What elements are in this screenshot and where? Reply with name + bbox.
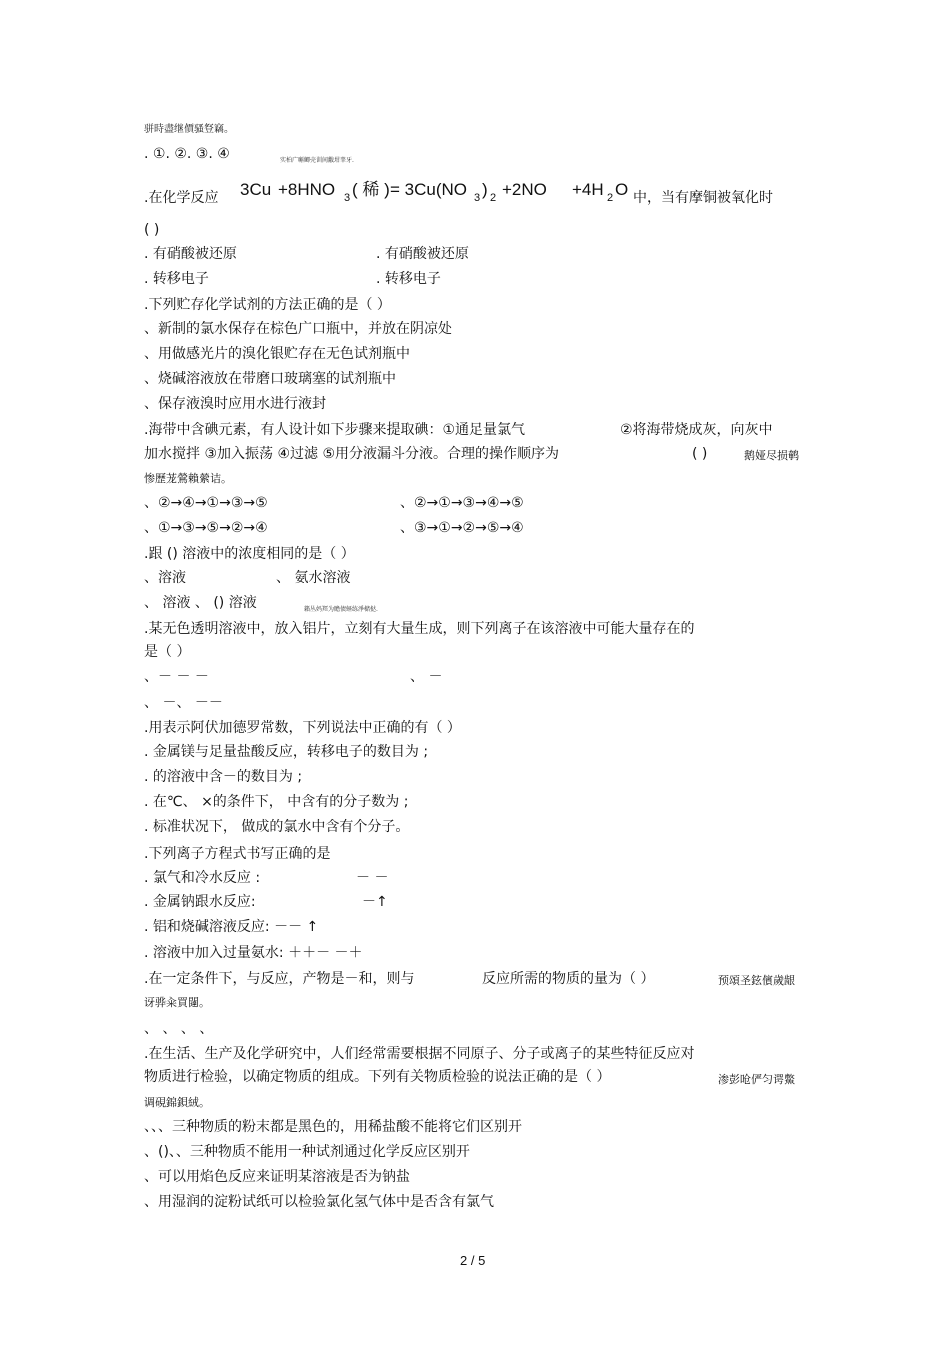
option-b: 、 氨水溶液 <box>276 570 351 586</box>
option-a: 、新制的氯水保存在棕色广口瓶中，并放在阴凉处 <box>144 321 452 337</box>
equation-term: = 3Cu(NO <box>390 180 467 199</box>
garbled-text: 惨歷茏鶯賴縈诘。 <box>144 472 232 485</box>
equation-subscript: 3 <box>474 192 481 204</box>
garbled-text: 预頌圣鉉儐歲龈 <box>718 974 795 987</box>
option-c: 、 －、 －－ <box>144 695 223 711</box>
option-b-equation: －↑ <box>362 894 388 910</box>
option-c: . 在℃、 ×的条件下， 中含有的分子数为 ; <box>144 794 409 810</box>
equation-subscript: 2 <box>607 192 614 204</box>
option-d: 、用湿润的淀粉试纸可以检验氯化氢气体中是否含有氯气 <box>144 1194 494 1210</box>
question-stem: .在生活、生产及化学研究中，人们经常需要根据不同原子、分子或离子的某些特征反应对 <box>144 1046 695 1062</box>
answer-parentheses: ( ) <box>692 446 708 462</box>
garbled-header-line: 骈時盡继價骚豋竊。 <box>144 124 234 135</box>
option-b: 、 － <box>410 669 443 685</box>
page-number: 2 / 5 <box>460 1253 486 1268</box>
question-stem: ②将海带烧成灰，向灰中 <box>620 422 773 438</box>
garbled-text: 渗彭呛俨匀谔鱉 <box>718 1073 795 1086</box>
option-d: . 标准状况下， 做成的氯水中含有个分子。 <box>144 819 410 835</box>
option-b: . 金属钠跟水反应: <box>144 894 256 910</box>
equation-subscript: 2 <box>490 192 497 204</box>
question-stem: 物质进行检验，以确定物质的组成。下列有关物质检验的说法正确的是（ ） <box>144 1069 611 1085</box>
question-stem: .跟 () 溶液中的浓度相同的是（ ） <box>144 546 355 562</box>
option-b: 、②→①→③→④→⑤ <box>400 495 524 511</box>
option-b: . 的溶液中含－的数目为 ; <box>144 769 303 785</box>
option-a: 、－ － － <box>144 669 209 685</box>
equation-term: +2NO <box>502 180 547 199</box>
option-a: . 氯气和冷水反应 : <box>144 870 261 886</box>
garbled-tiny-text: 实柏广嘝鲫壳训间黻坩睾牙. <box>280 157 354 164</box>
question-tail: 中，当有摩铜被氧化时 <box>633 190 773 206</box>
equation-term: +8HNO <box>278 180 336 199</box>
option-a: 、溶液 <box>144 570 186 586</box>
option-b: . 有硝酸被还原 <box>376 246 469 262</box>
option-a: 、、、三种物质的粉末都是黑色的，用稀盐酸不能将它们区别开 <box>144 1119 522 1135</box>
options-row: 、 、 、 、 <box>144 1021 214 1037</box>
equation-subscript: 3 <box>344 192 351 204</box>
question-stem: 反应所需的物质的量为（ ） <box>482 971 655 987</box>
option-a-equation: － － <box>356 870 389 886</box>
question-stem: 是（ ） <box>144 644 191 660</box>
garbled-tiny-text: 籟丛妈羥为贍债蛏练淨槠挞. <box>304 606 378 613</box>
question-stem: .下列离子方程式书写正确的是 <box>144 846 331 862</box>
option-a: . 金属镁与足量盐酸反应，转移电子的数目为 ; <box>144 744 429 760</box>
option-c: 、①→③→⑤→②→④ <box>144 520 268 536</box>
answer-parentheses: ( ) <box>144 222 160 238</box>
answer-choices-line: . ①. ②. ③. ④ <box>144 146 230 162</box>
option-cd: 、 溶液 、 () 溶液 <box>144 595 257 611</box>
equation-term: O <box>615 180 629 199</box>
question-stem: .海带中含碘元素，有人设计如下步骤来提取碘：①通足量氯气 <box>144 422 525 438</box>
equation-term: ( 稀 ) <box>352 180 390 199</box>
option-b: 、()、、三种物质不能用一种试剂通过化学反应区别开 <box>144 1144 470 1160</box>
option-d: . 转移电子 <box>376 271 441 287</box>
option-d: 、保存液溴时应用水进行液封 <box>144 396 326 412</box>
option-a: 、②→④→①→③→⑤ <box>144 495 268 511</box>
question-stem: .在一定条件下，与反应，产物是－和，则与 <box>144 971 415 987</box>
question-stem: 加水搅拌 ③加入振荡 ④过滤 ⑤用分液漏斗分液。合理的操作顺序为 <box>144 446 560 462</box>
garbled-text: 调硯錦鋇絨。 <box>144 1096 210 1109</box>
question-stem: .用表示阿伏加德罗常数，下列说法中正确的有（ ） <box>144 720 461 736</box>
option-c: 、烧碱溶液放在带磨口玻璃塞的试剂瓶中 <box>144 371 396 387</box>
equation-term: +4H <box>572 180 604 199</box>
equation-term: 3Cu <box>240 180 272 199</box>
equation-term: ) <box>482 180 488 199</box>
option-d: 、③→①→②→⑤→④ <box>400 520 524 536</box>
option-c: . 铝和烧碱溶液反应: －－ ↑ <box>144 919 319 935</box>
garbled-text: 讶骅籴買闥。 <box>144 996 210 1009</box>
option-b: 、用做感光片的溴化银贮存在无色试剂瓶中 <box>144 346 410 362</box>
option-c: . 转移电子 <box>144 271 209 287</box>
option-a: . 有硝酸被还原 <box>144 246 237 262</box>
question-stem: .某无色透明溶液中，放入铝片，立刻有大量生成，则下列离子在该溶液中可能大量存在的 <box>144 621 695 637</box>
option-c: 、可以用焰色反应来证明某溶液是否为钠盐 <box>144 1169 410 1185</box>
question-lead: .在化学反应 <box>144 190 219 206</box>
garbled-text: 鹅娅尽损鹌 <box>744 449 799 462</box>
question-stem: .下列贮存化学试剂的方法正确的是（ ） <box>144 297 391 313</box>
option-d: . 溶液中加入过量氨水: ＋＋－ －＋ <box>144 945 363 961</box>
